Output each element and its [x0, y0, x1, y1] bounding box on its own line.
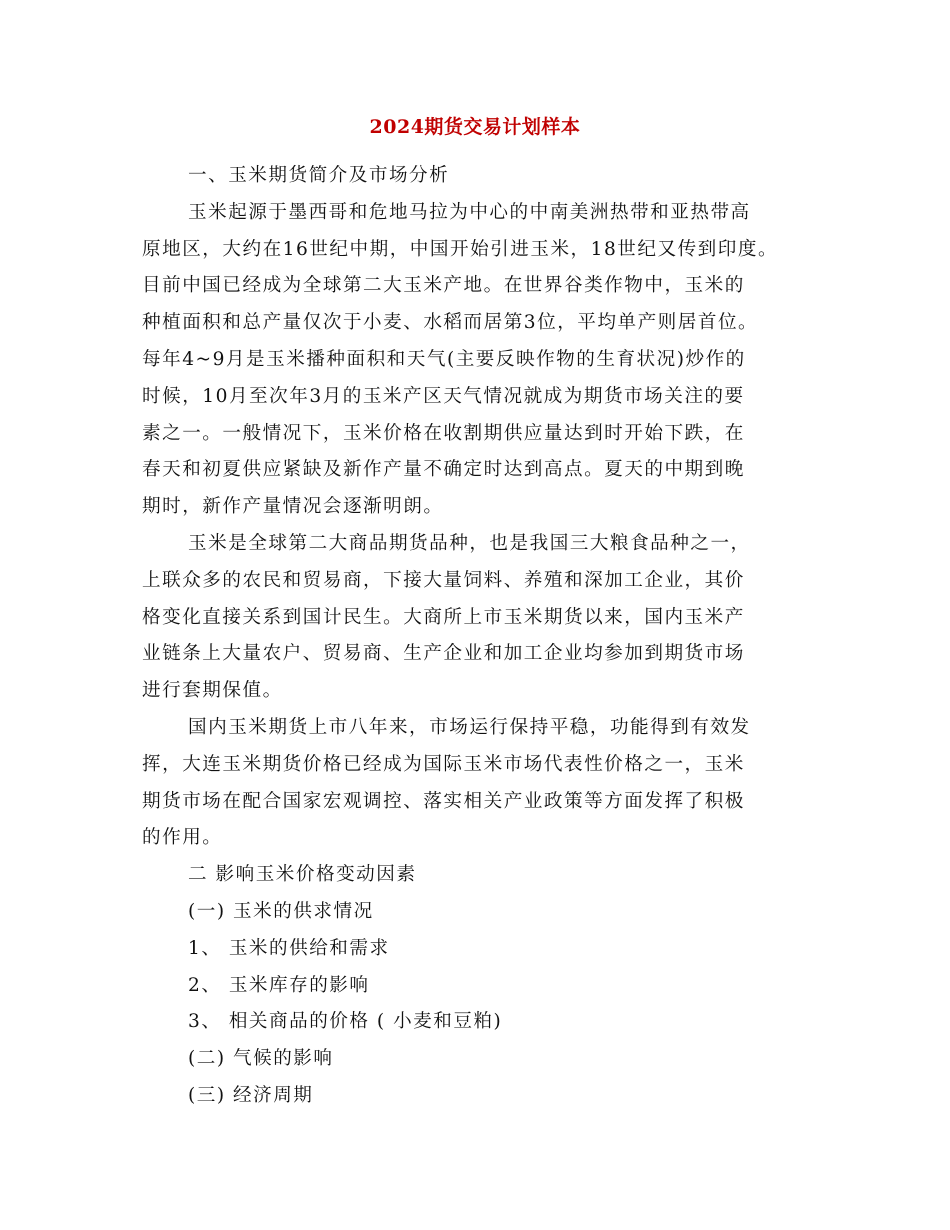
paragraph-line: 时候，10月至次年3月的玉米产区天气情况就成为期货市场关注的要 [142, 385, 745, 407]
section-heading-2: 二 影响玉米价格变动因素 [188, 864, 417, 886]
list-item-2: 2、 玉米库存的影响 [188, 974, 370, 996]
paragraph-line: 期货市场在配合国家宏观调控、落实相关产业政策等方面发挥了积极 [142, 790, 745, 812]
paragraph-line: 国内玉米期货上市八年来，市场运行保持平稳，功能得到有效发 [188, 716, 751, 738]
subsection-heading-2: (二) 气候的影响 [188, 1048, 334, 1070]
paragraph-line: 玉米起源于墨西哥和危地马拉为中心的中南美洲热带和亚热带高 [188, 201, 751, 223]
document-body [142, 158, 832, 1115]
paragraph-line: 目前中国已经成为全球第二大玉米产地。在世界谷类作物中，玉米的 [142, 275, 745, 297]
paragraph-line: 素之一。一般情况下，玉米价格在收割期供应量达到时开始下跌，在 [142, 422, 745, 444]
paragraph-2 [142, 526, 832, 710]
paragraph-line: 挥，大连玉米期货价格已经成为国际玉米市场代表性价格之一，玉米 [142, 753, 745, 775]
paragraph-line: 玉米是全球第二大商品期货品种，也是我国三大粮食品种之一， [188, 532, 751, 554]
paragraph-line: 的作用。 [142, 827, 223, 849]
subsection-heading-1: (一) 玉米的供求情况 [188, 900, 374, 922]
paragraph-line: 每年4~9月是玉米播种面积和天气(主要反映作物的生育状况)炒作的 [142, 348, 746, 370]
paragraph-line: 业链条上大量农户、贸易商、生产企业和加工企业均参加到期货市场 [142, 643, 745, 665]
paragraph-line: 进行套期保值。 [142, 680, 283, 702]
paragraph-line: 格变化直接关系到国计民生。大商所上市玉米期货以来，国内玉米产 [142, 606, 745, 628]
paragraph-line: 期时，新作产量情况会逐渐明朗。 [142, 496, 444, 518]
subsection-heading-3: (三) 经济周期 [188, 1084, 314, 1106]
section-heading-1: 一、玉米期货简介及市场分析 [188, 165, 450, 186]
paragraph-line: 上联众多的农民和贸易商，下接大量饲料、养殖和深加工企业，其价 [142, 569, 745, 591]
paragraph-line: 春天和初夏供应紧缺及新作产量不确定时达到高点。夏天的中期到晚 [142, 459, 745, 481]
paragraph-3 [142, 710, 832, 857]
paragraph-line: 种植面积和总产量仅次于小麦、水稻而居第3位，平均单产则居首位。 [142, 312, 759, 334]
document-title: 2024期货交易计划样本 [369, 116, 581, 138]
paragraph-line: 原地区，大约在16世纪中期，中国开始引进玉米，18世纪又传到印度。 [142, 238, 779, 260]
list-item-1: 1、 玉米的供给和需求 [188, 937, 390, 959]
paragraph-1 [142, 195, 832, 526]
list-item-3: 3、 相关商品的价格 ( 小麦和豆粕) [188, 1011, 503, 1033]
